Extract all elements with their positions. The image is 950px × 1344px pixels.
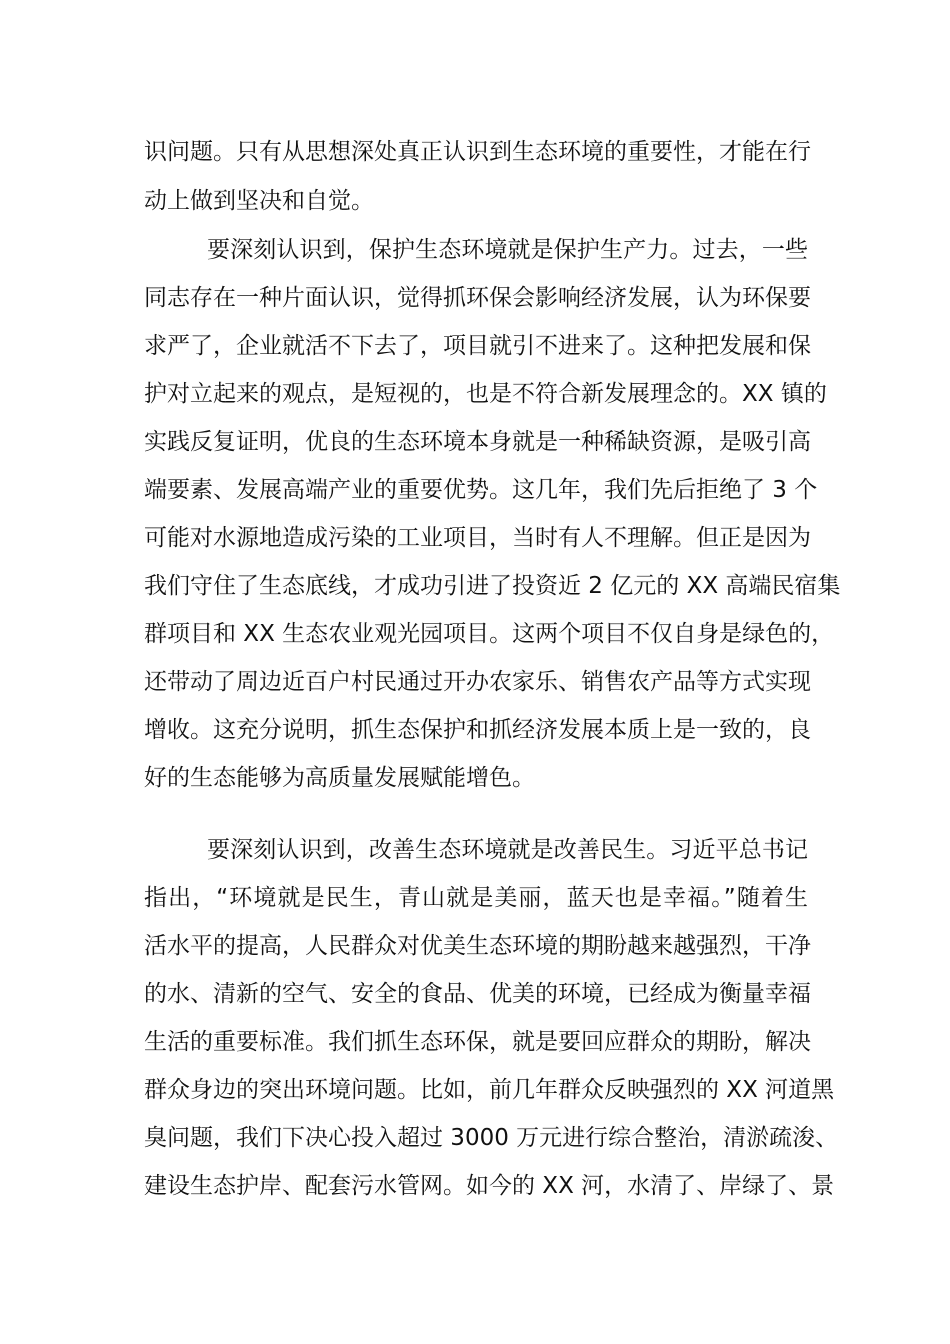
text-line: 群项目和 XX 生态农业观光园项目。这两个项目不仅自身是绿色的， bbox=[144, 621, 835, 647]
text-line: 同志存在一种片面认识，觉得抓环保会影响经济发展，认为环保要 bbox=[144, 285, 811, 311]
text-line: 臭问题，我们下决心投入超过 3000 万元进行综合整治，清淤疏浚、 bbox=[144, 1125, 839, 1151]
text-line: 端要素、发展高端产业的重要优势。这几年，我们先后拒绝了 3 个 bbox=[144, 477, 818, 503]
text-line: 群众身边的突出环境问题。比如，前几年群众反映强烈的 XX 河道黑 bbox=[144, 1077, 835, 1103]
text-line: 的水、清新的空气、安全的食品、优美的环境，已经成为衡量幸福 bbox=[144, 981, 811, 1007]
text-line: 我们守住了生态底线，才成功引进了投资近 2 亿元的 XX 高端民宿集 bbox=[144, 573, 841, 599]
text-line: 还带动了周边近百户村民通过开办农家乐、销售农产品等方式实现 bbox=[144, 669, 811, 695]
text-line: 可能对水源地造成污染的工业项目，当时有人不理解。但正是因为 bbox=[144, 525, 811, 551]
paragraph-first-line: 要深刻认识到，保护生态环境就是保护生产力。过去，一些 bbox=[207, 237, 808, 263]
text-line: 生活的重要标准。我们抓生态环保，就是要回应群众的期盼，解决 bbox=[144, 1029, 811, 1055]
text-line: 动上做到坚决和自觉。 bbox=[144, 188, 374, 214]
text-line: 好的生态能够为高质量发展赋能增色。 bbox=[144, 765, 535, 791]
text-line: 护对立起来的观点，是短视的，也是不符合新发展理念的。XX 镇的 bbox=[144, 381, 827, 407]
text-line: 实践反复证明，优良的生态环境本身就是一种稀缺资源，是吸引高 bbox=[144, 429, 811, 455]
text-line: 求严了，企业就活不下去了，项目就引不进来了。这种把发展和保 bbox=[144, 333, 811, 359]
text-line: 识问题。只有从思想深处真正认识到生态环境的重要性，才能在行 bbox=[144, 139, 811, 165]
text-line: 指出，“环境就是民生，青山就是美丽，蓝天也是幸福。”随着生 bbox=[144, 885, 808, 911]
text-line: 增收。这充分说明，抓生态保护和抓经济发展本质上是一致的，良 bbox=[144, 717, 811, 743]
text-line: 建设生态护岸、配套污水管网。如今的 XX 河，水清了、岸绿了、景 bbox=[144, 1173, 835, 1199]
text-line: 活水平的提高，人民群众对优美生态环境的期盼越来越强烈，干净 bbox=[144, 933, 811, 959]
paragraph-first-line: 要深刻认识到，改善生态环境就是改善民生。习近平总书记 bbox=[207, 837, 808, 863]
